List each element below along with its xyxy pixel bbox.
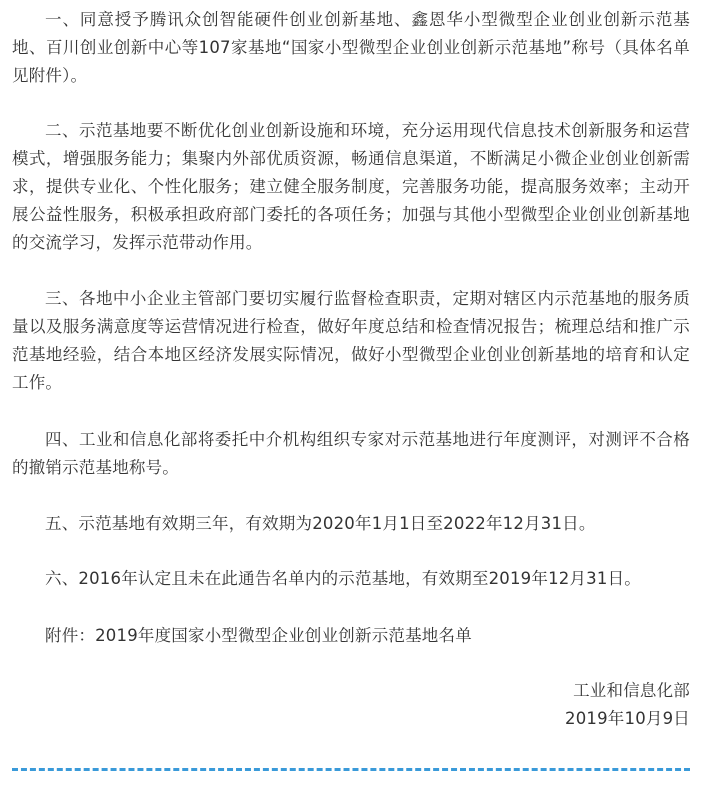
signature-organization: 工业和信息化部 — [573, 681, 690, 700]
signature-date: 2019年10月9日 — [565, 709, 690, 728]
paragraph-4-annual-evaluation: 四、工业和信息化部将委托中介机构组织专家对示范基地进行年度测评，对测评不合格的撤销示范基地称号。 — [12, 430, 690, 477]
attachment-line: 附件：2019年度国家小型微型企业创业创新示范基地名单 — [45, 626, 472, 645]
paragraph-6-2016-bases: 六、2016年认定且未在此通告名单内的示范基地，有效期至2019年12月31日。 — [45, 569, 641, 588]
paragraph-5-validity-period: 五、示范基地有效期三年，有效期为2020年1月1日至2022年12月31日。 — [45, 514, 596, 533]
paragraph-2-base-requirements: 二、示范基地要不断优化创业创新设施和环境，充分运用现代信息技术创新服务和运营模式，增强服务能力；集聚内外部优质资源，畅通信息渠道，不断满足小微企业创业创新需求，提供专业化、个性化服务；建立健全服务制度，完善服务功能，提高服务效率；主动开展公益性服务，积极承担政府部门委托的各项任务；加强与其他小型微型企业创业创新基地的交流学习，发挥示范带动作用。 — [12, 121, 690, 252]
paragraph-1-title-grant: 一、同意授予腾讯众创智能硬件创业创新基地、鑫恩华小型微型企业创业创新示范基地、百川创业创新中心等107家基地“国家小型微型企业创业创新示范基地”称号（具体名单见附件）。 — [12, 10, 690, 85]
paragraph-3-supervision: 三、各地中小企业主管部门要切实履行监督检查职责，定期对辖区内示范基地的服务质量以及服务满意度等运营情况进行检查，做好年度总结和检查情况报告；梳理总结和推广示范基地经验，结合本地区经济发展实际情况，做好小型微型企业创业创新基地的培育和认定工作。 — [12, 289, 690, 392]
dashed-divider — [12, 768, 690, 771]
